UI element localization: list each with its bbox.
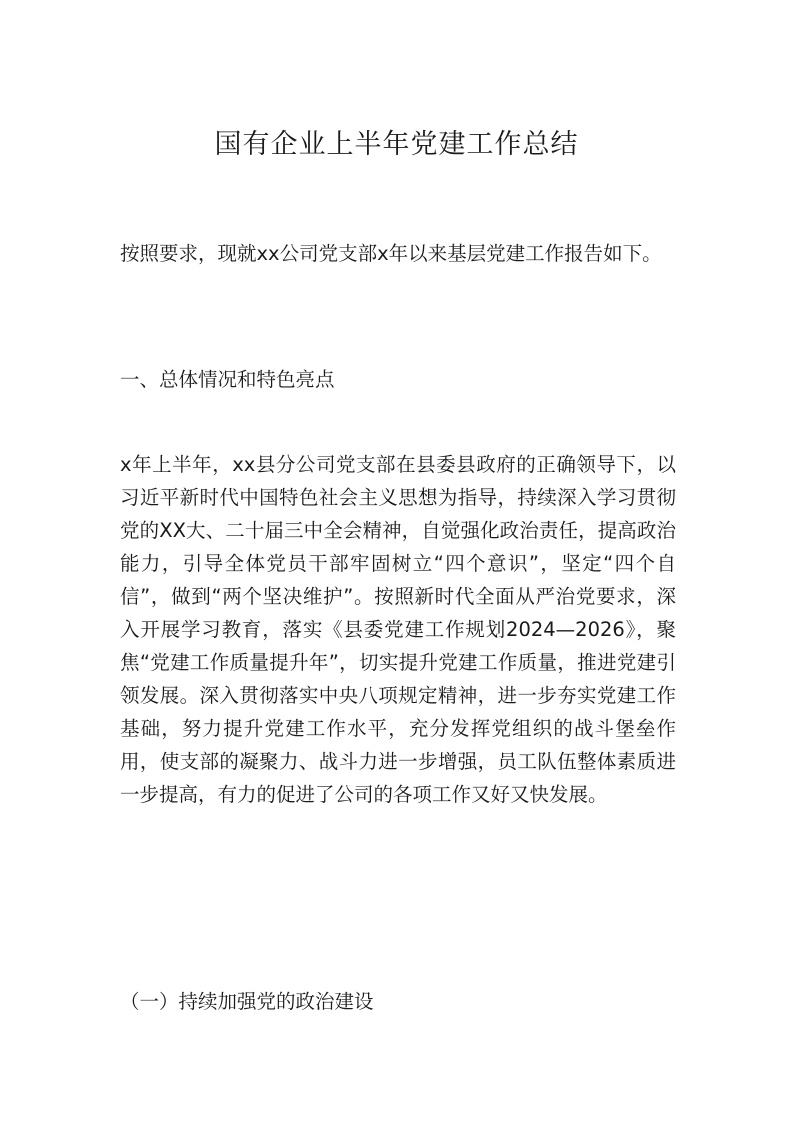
intro-paragraph: 按照要求，现就xx公司党支部x年以来基层党建工作报告如下。 (120, 242, 662, 265)
body-paragraph: x年上半年，xx县分公司党支部在县委县政府的正确领导下，以习近平新时代中国特色社会主义思想为指导，持续深入学习贯彻党的XX大、二十届三中全会精神，自觉强化政治责任，提高政治能力，引导全体党员干部牢固树立“四个意识”，坚定“四个自信”，做到“两个坚决维护”。按照新时代全面从严治党要求，深入开展学习教育，落实《县委党建工作规划2024—2026》，聚焦“党建工作质量提升年”，切实提升党建工作质量，推进党建引领发展。深入贯彻落实中央八项规定精神，进一步夯实党建工作基础，努力提升党建工作水平，充分发挥党组织的战斗堡垒作用，使支部的凝聚力、战斗力进一步增强，员工队伍整体素质进一步提高，有力的促进了公司的各项工作又好又快发展。 (120, 453, 676, 806)
section-heading: 一、总体情况和特色亮点 (120, 368, 335, 391)
document-title: 国有企业上半年党建工作总结 (214, 129, 579, 160)
subsection-heading: （一）持续加强党的政治建设 (120, 990, 374, 1013)
